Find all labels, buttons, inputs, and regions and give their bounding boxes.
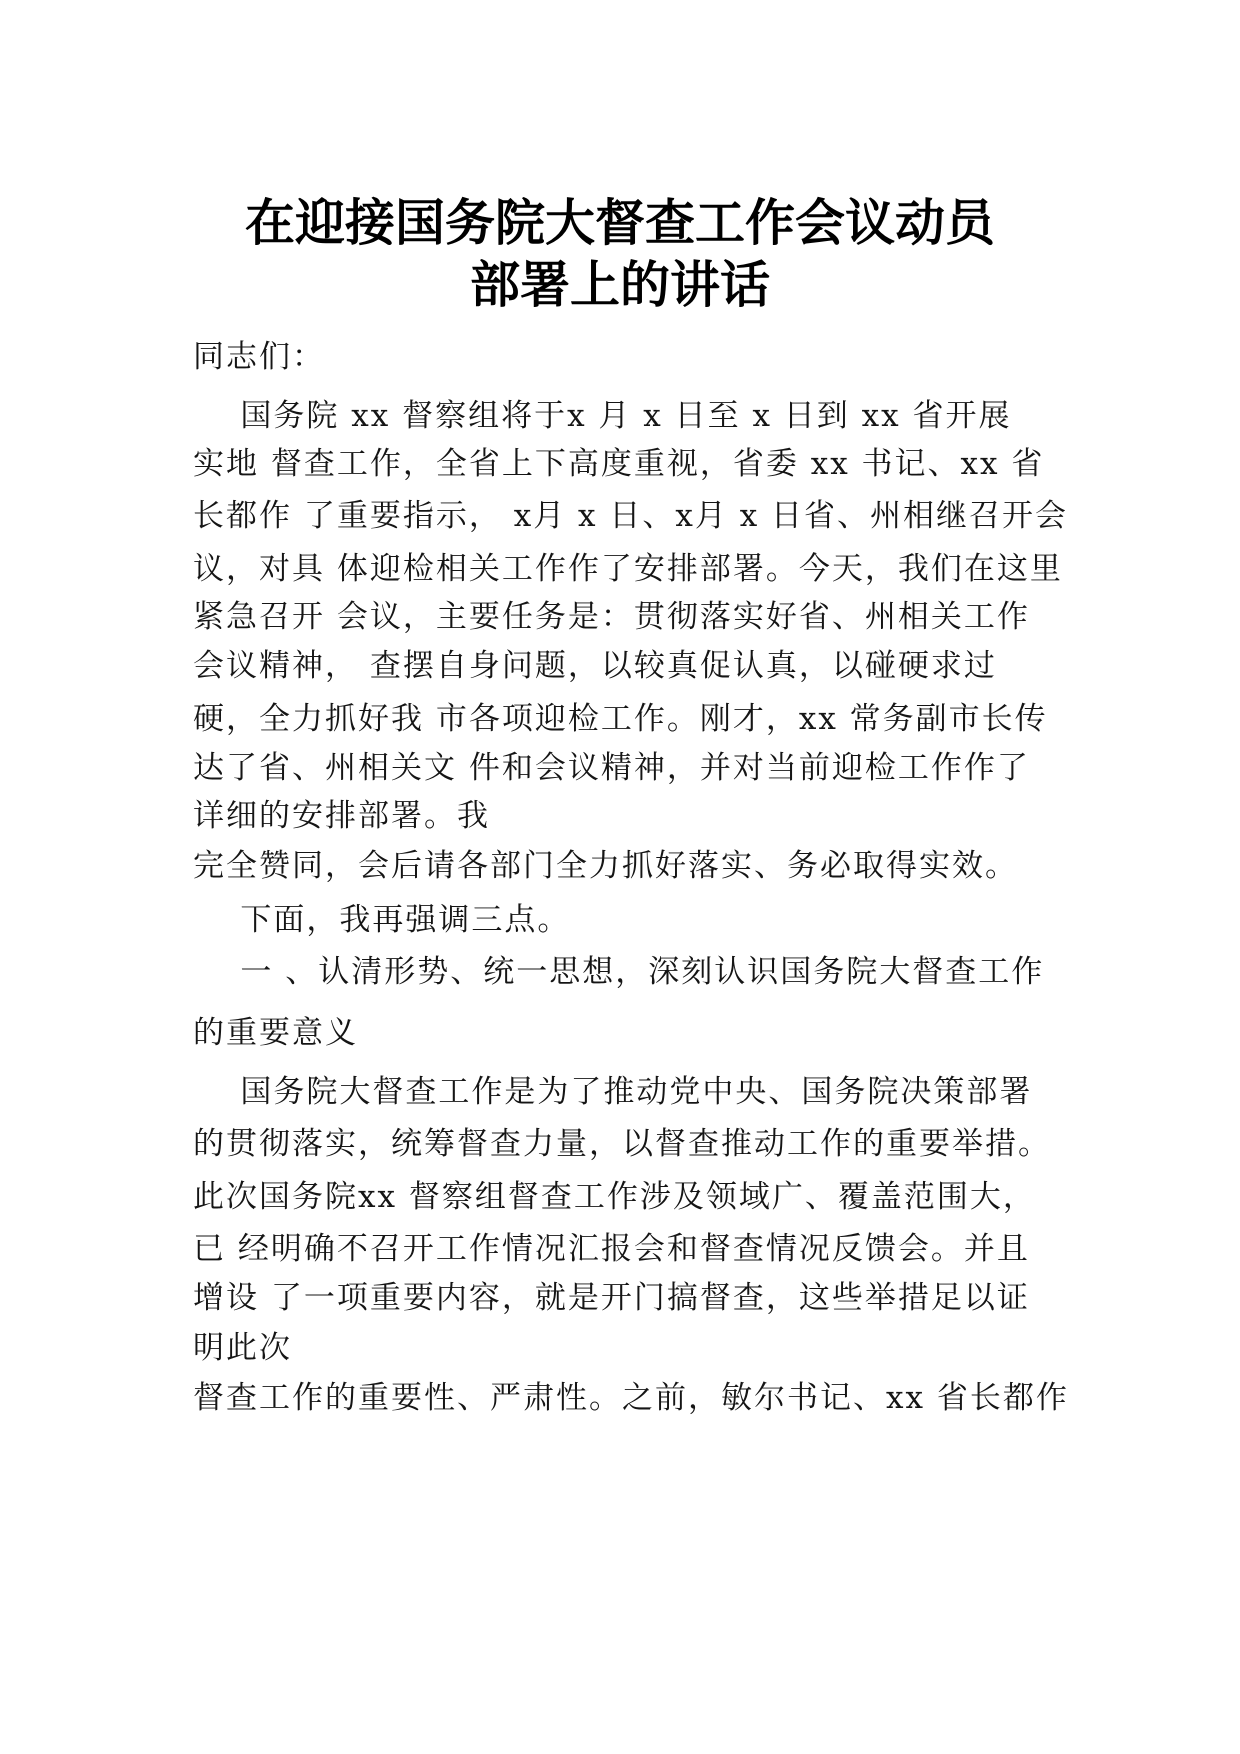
body-line: 硬，全力抓好我 市各项迎检工作。刚才，xx 常务副市长传: [193, 701, 1048, 737]
body-line: 明此次: [193, 1330, 292, 1366]
body-line: 紧急召开 会议，主要任务是：贯彻落实好省、州相关工作: [193, 599, 1030, 635]
body-line: 实地 督查工作，全省上下高度重视，省委 xx 书记、xx 省: [193, 446, 1045, 482]
body-line: 完全赞同，会后请各部门全力抓好落实、务必取得实效。: [193, 848, 1018, 884]
body-line: 下面，我再强调三点。: [193, 902, 571, 938]
body-line: 会议精神， 查摆自身问题，以较真促认真，以碰硬求过: [193, 648, 997, 684]
section-heading: 一 、认清形势、统一思想，深刻认识国务院大督查工作: [193, 954, 1045, 990]
body-line: 国务院 xx 督察组将于x 月 x 日至 x 日到 xx 省开展: [193, 398, 1012, 434]
body-line: 此次国务院xx 督察组督查工作涉及领域广、覆盖范围大，: [193, 1179, 1036, 1215]
body-line: 详细的安排部署。我: [193, 798, 490, 834]
section-heading-cont: 的重要意义: [193, 1015, 358, 1051]
body-line: 督查工作的重要性、严肃性。之前，敏尔书记、xx 省长都作: [193, 1380, 1069, 1416]
document-title-line-2: 部署上的讲话: [470, 256, 770, 314]
body-line: 的贯彻落实，统筹督查力量，以督查推动工作的重要举措。: [193, 1126, 1051, 1162]
document-title-line-1: 在迎接国务院大督查工作会议动员: [245, 194, 995, 252]
body-line: 增设 了一项重要内容，就是开门搞督查，这些举措足以证: [193, 1280, 1030, 1316]
body-line: 议，对具 体迎检相关工作作了安排部署。今天，我们在这里: [193, 551, 1063, 587]
body-line: 达了省、州相关文 件和会议精神，并对当前迎检工作作了: [193, 750, 1030, 786]
body-line: 长都作 了重要指示， x月 x 日、x月 x 日省、州相继召开会: [193, 498, 1069, 534]
body-line: 已 经明确不召开工作情况汇报会和督查情况反馈会。并且: [193, 1231, 1030, 1267]
body-line: 国务院大督查工作是为了推动党中央、国务院决策部署: [193, 1074, 1033, 1110]
salutation: 同志们：: [193, 339, 325, 375]
